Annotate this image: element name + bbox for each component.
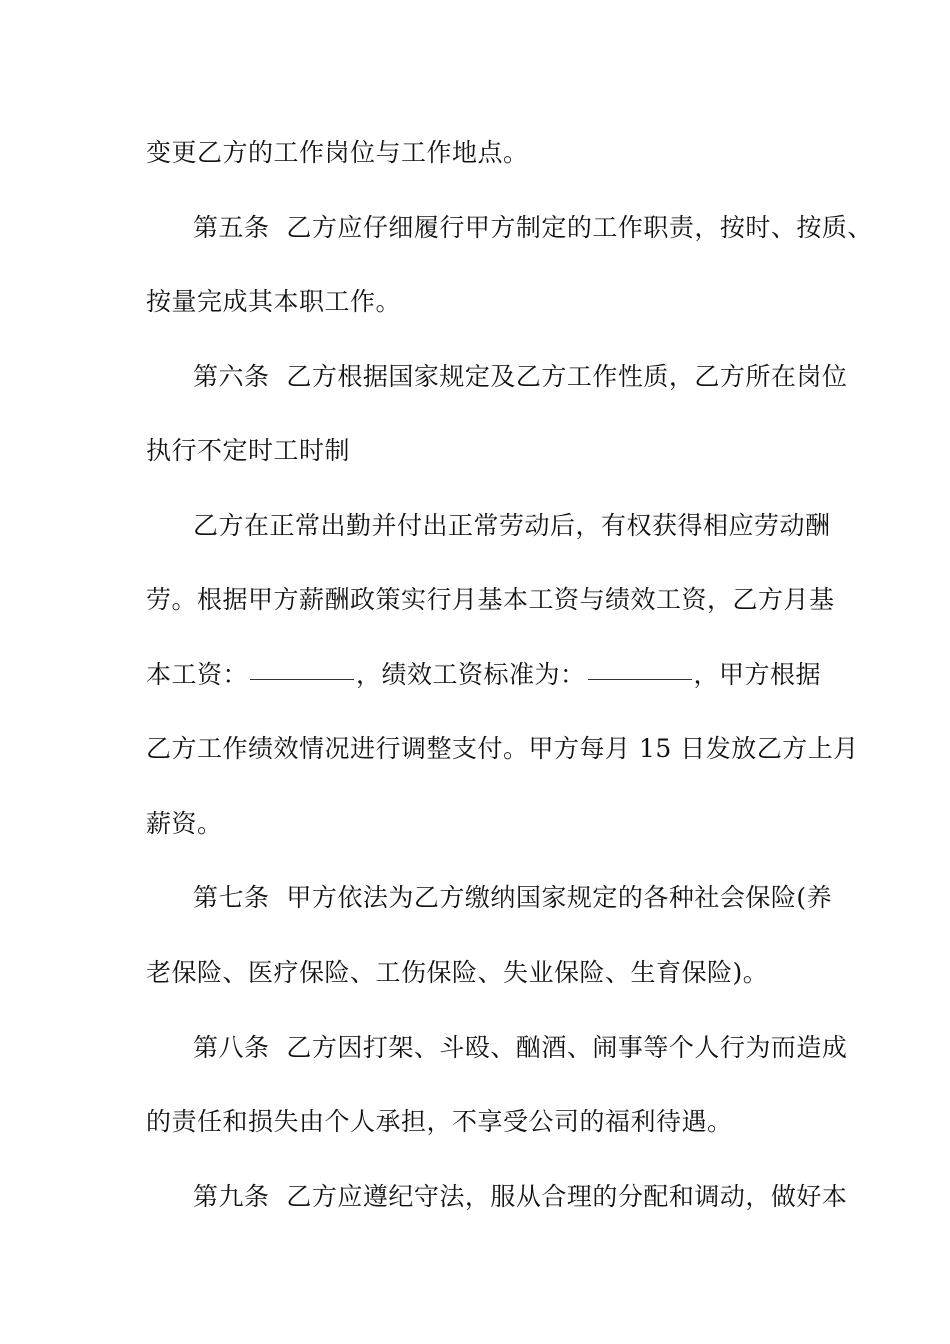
article-6-line-1: 第六条 乙方根据国家规定及乙方工作性质，乙方所在岗位 bbox=[193, 362, 848, 391]
salary-paragraph-line-1: 乙方在正常出勤并付出正常劳动后，有权获得相应劳动酬 bbox=[193, 511, 831, 540]
article-8-line-2: 的责任和损失由个人承担，不享受公司的福利待遇。 bbox=[146, 1107, 733, 1136]
article-5-line-1: 第五条 乙方应仔细履行甲方制定的工作职责，按时、按质、 bbox=[193, 213, 873, 242]
salary-paragraph-line-3 bbox=[146, 658, 821, 692]
performance-salary-blank bbox=[588, 678, 692, 680]
salary-paragraph-line-5: 薪资。 bbox=[146, 809, 223, 838]
salary-paragraph-line-4: 乙方工作绩效情况进行调整支付。甲方每月 15 日发放乙方上月 bbox=[146, 734, 859, 763]
salary-paragraph-line-2: 劳。根据甲方薪酬政策实行月基本工资与绩效工资，乙方月基 bbox=[146, 585, 835, 614]
article-9-line-1: 第九条 乙方应遵纪守法，服从合理的分配和调动，做好本 bbox=[193, 1182, 848, 1211]
salary-line-part-2: ，绩效工资标准为： bbox=[356, 660, 586, 689]
article-5-line-2: 按量完成其本职工作。 bbox=[146, 287, 402, 316]
salary-line-part-1: 本工资： bbox=[146, 660, 249, 689]
article-7-line-2: 老保险、医疗保险、工伤保险、失业保险、生育保险)。 bbox=[146, 958, 769, 987]
article-8-line-1: 第八条 乙方因打架、斗殴、酗酒、闹事等个人行为而造成 bbox=[193, 1033, 848, 1062]
article-7-line-1: 第七条 甲方依法为乙方缴纳国家规定的各种社会保险(养 bbox=[193, 883, 833, 912]
salary-line-part-3: ，甲方根据 bbox=[693, 660, 822, 689]
article-6-line-2: 执行不定时工时制 bbox=[146, 436, 351, 465]
text-line: 变更乙方的工作岗位与工作地点。 bbox=[146, 138, 529, 167]
base-salary-blank bbox=[250, 678, 354, 680]
